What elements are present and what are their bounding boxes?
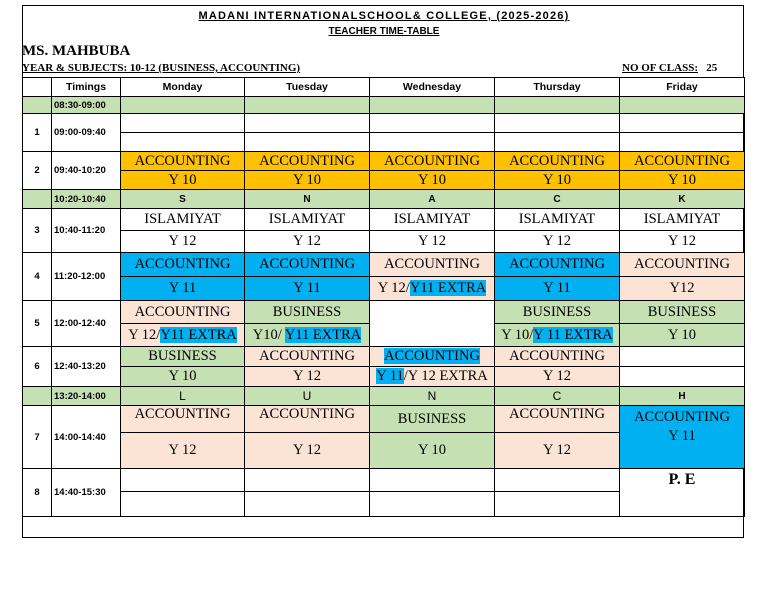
year-cell: Y 11 (495, 277, 620, 301)
period-row (23, 277, 745, 301)
subject-cell: ACCOUNTING (121, 152, 245, 171)
year-cell: Y 10 (620, 324, 745, 347)
period-number: 4 (23, 253, 52, 301)
subject-cell: ACCOUNTING (370, 152, 495, 171)
subject-cell: ISLAMIYAT (620, 209, 745, 231)
empty-cell (121, 133, 245, 152)
extra-highlight: Y11 EXTRA (284, 326, 362, 343)
subject-cell: ACCOUNTING (495, 253, 620, 277)
assembly-cell (370, 97, 495, 114)
period-time: 14:40-15:30 (52, 469, 121, 517)
empty-cell (245, 469, 370, 492)
break-letter: S (121, 190, 245, 209)
period-number: 1 (23, 114, 52, 152)
empty-cell (495, 492, 620, 517)
class-count-value: 25 (706, 62, 718, 74)
year-cell (370, 277, 495, 301)
period-row (23, 301, 745, 324)
subject-cell: ACCOUNTING (121, 301, 245, 324)
subject-cell: BUSINESS (620, 301, 745, 324)
extra-highlight: Y11 EXTRA (409, 280, 487, 296)
subject-cell: ACCOUNTING (620, 253, 745, 277)
year-cell: Y 11 (121, 277, 245, 301)
break-time: 10:20-10:40 (52, 190, 121, 209)
empty-cell (495, 469, 620, 492)
timetable (22, 77, 745, 517)
year-cell: Y 10 (495, 171, 620, 190)
lunch-time: 13:20-14:00 (52, 387, 121, 406)
period-time: 10:40-11:20 (52, 209, 121, 253)
year-cell (495, 324, 620, 347)
year-cell: Y 12 (370, 231, 495, 253)
empty-cell (370, 114, 495, 133)
subject-cell (370, 347, 495, 367)
year-cell: Y 11 (245, 277, 370, 301)
year-text: Y 11 (668, 428, 696, 444)
period-row (23, 253, 745, 277)
year-cell: Y 10 (370, 171, 495, 190)
year-cell: Y 12 (121, 433, 245, 469)
year-text: Y 12/ (377, 280, 410, 296)
lunch-letter: U (245, 387, 370, 406)
subject-cell: ISLAMIYAT (121, 209, 245, 231)
year-cell: Y 12 (245, 367, 370, 387)
col-monday: Monday (121, 78, 245, 97)
teacher-name: MS. MAHBUBA (22, 43, 131, 59)
period-row (23, 133, 745, 152)
subject-highlight: ACCOUNTING (384, 348, 480, 364)
subject-text: ACCOUNTING (634, 409, 730, 425)
col-friday: Friday (620, 78, 745, 97)
empty-cell (620, 347, 745, 367)
class-count (622, 62, 717, 74)
year-text: Y 10/ (501, 326, 534, 343)
subject-cell: BUSINESS (245, 301, 370, 324)
break-row (23, 190, 745, 209)
header-row (23, 78, 745, 97)
extra-highlight: Y 11 EXTRA (533, 326, 613, 343)
empty-cell (370, 492, 495, 517)
empty-cell (370, 469, 495, 492)
year-cell: Y 10 (370, 433, 495, 469)
empty-cell (121, 114, 245, 133)
subject-cell: ISLAMIYAT (245, 209, 370, 231)
period-row (23, 114, 745, 133)
period-time: 09:40-10:20 (52, 152, 121, 190)
assembly-time: 08:30-09:00 (52, 97, 121, 114)
subject-cell: ACCOUNTING (121, 253, 245, 277)
subject-cell: ACCOUNTING (495, 347, 620, 367)
period-time: 11:20-12:00 (52, 253, 121, 301)
year-cell (370, 367, 495, 387)
break-letter: C (495, 190, 620, 209)
subject-cell: ACCOUNTING (245, 253, 370, 277)
assembly-cell (121, 97, 245, 114)
subject-cell: BUSINESS (370, 406, 495, 433)
school-name: MADANI INTERNATIONALSCHOOL& COLLEGE, (2025-2026) (198, 10, 570, 22)
empty-cell (245, 492, 370, 517)
period-row (23, 406, 745, 433)
subject-cell: ACCOUNTING (245, 152, 370, 171)
empty-cell (370, 133, 495, 152)
period-time: 09:00-09:40 (52, 114, 121, 152)
empty-cell (620, 133, 745, 152)
period-row (23, 347, 745, 367)
year-text: Y10/ (252, 326, 285, 343)
assembly-cell (620, 97, 745, 114)
empty-cell (620, 114, 745, 133)
empty-cell (121, 492, 245, 517)
lunch-letter: C (495, 387, 620, 406)
empty-cell (245, 114, 370, 133)
subject-cell: ISLAMIYAT (495, 209, 620, 231)
year-cell: Y 12 (495, 367, 620, 387)
assembly-cell (495, 97, 620, 114)
subject-cell: ACCOUNTING (495, 406, 620, 433)
period-row (23, 209, 745, 231)
empty-cell (370, 301, 495, 347)
lunch-letter: N (370, 387, 495, 406)
period-number: 5 (23, 301, 52, 347)
subject-cell: BUSINESS (121, 347, 245, 367)
year-cell: Y 10 (245, 171, 370, 190)
year-text: Y 12/ (128, 326, 161, 343)
year-cell (121, 324, 245, 347)
lunch-row (23, 387, 745, 406)
col-thursday: Thursday (495, 78, 620, 97)
year-cell: Y 12 (245, 433, 370, 469)
year-cell: Y 12 (495, 433, 620, 469)
year-cell: Y 12 (245, 231, 370, 253)
year-cell: Y 12 (620, 231, 745, 253)
period-number: 7 (23, 406, 52, 469)
extra-highlight: Y11 EXTRA (160, 326, 237, 343)
lunch-letter: H (620, 387, 745, 406)
year-cell: Y 10 (121, 367, 245, 387)
page-subtitle: TEACHER TIME-TABLE (328, 26, 440, 37)
year-subjects: YEAR & SUBJECTS: 10-12 (BUSINESS, ACCOUNTING) (22, 62, 301, 74)
col-num (23, 78, 52, 97)
period-row (23, 171, 745, 190)
period-time: 14:00-14:40 (52, 406, 121, 469)
subject-cell: ACCOUNTING (495, 152, 620, 171)
empty-cell (121, 469, 245, 492)
year-cell (245, 324, 370, 347)
break-letter: A (370, 190, 495, 209)
assembly-num (23, 97, 52, 114)
period-number: 8 (23, 469, 52, 517)
break-letter: K (620, 190, 745, 209)
col-tuesday: Tuesday (245, 78, 370, 97)
lunch-letter: L (121, 387, 245, 406)
assembly-row (23, 97, 745, 114)
empty-cell (495, 114, 620, 133)
empty-cell (620, 367, 745, 387)
period-number: 2 (23, 152, 52, 190)
col-wednesday: Wednesday (370, 78, 495, 97)
year-cell: Y 10 (620, 171, 745, 190)
year-highlight: Y 11 (376, 368, 404, 384)
assembly-cell (245, 97, 370, 114)
subject-cell: ISLAMIYAT (370, 209, 495, 231)
period-number: 6 (23, 347, 52, 387)
break-num (23, 190, 52, 209)
class-count-label: NO OF CLASS: (622, 62, 698, 74)
period-number: 3 (23, 209, 52, 253)
subject-cell: ACCOUNTING (245, 406, 370, 433)
empty-cell (245, 133, 370, 152)
year-cell: Y 10 (121, 171, 245, 190)
col-timings: Timings (52, 78, 121, 97)
year-cell: Y12 (620, 277, 745, 301)
subject-cell: ACCOUNTING (121, 406, 245, 433)
subject-cell: ACCOUNTING (370, 253, 495, 277)
subject-cell: BUSINESS (495, 301, 620, 324)
period-row (23, 367, 745, 387)
year-cell: Y 12 (495, 231, 620, 253)
pe-cell: P. E (620, 469, 745, 517)
subject-cell: ACCOUNTING (620, 152, 745, 171)
empty-cell (495, 133, 620, 152)
period-time: 12:00-12:40 (52, 301, 121, 347)
subject-cell: ACCOUNTING (245, 347, 370, 367)
period-time: 12:40-13:20 (52, 347, 121, 387)
period-row (23, 231, 745, 253)
period-row (23, 469, 745, 492)
extra-text: /Y 12 EXTRA (403, 368, 488, 384)
year-cell: Y 12 (121, 231, 245, 253)
period-row (23, 152, 745, 171)
subject-cell (620, 406, 745, 469)
break-letter: N (245, 190, 370, 209)
lunch-num (23, 387, 52, 406)
